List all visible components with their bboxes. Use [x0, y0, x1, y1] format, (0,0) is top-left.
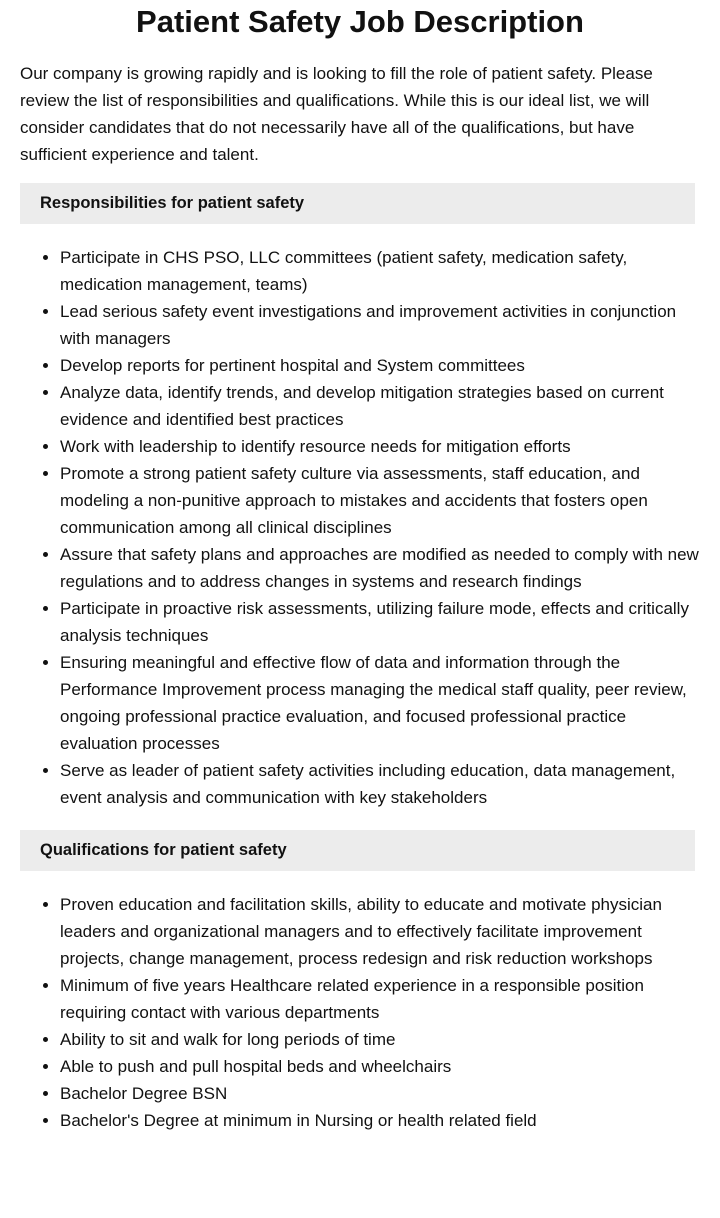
intro-paragraph: Our company is growing rapidly and is looking to fill the role of patient safety. Please review the list of responsibilities and qualifications. While this is our ideal list, we will consider candidates that do not necessarily have all of the qualifications, but have sufficient experience and talent.: [20, 64, 653, 164]
list-item: • Promote a strong patient safety culture via assessments, staff education, and modeling a non-punitive approach to mistakes and accidents that fosters open communication among all clinical disciplines: [60, 460, 700, 541]
list-item: • Ability to sit and walk for long periods of time: [60, 1026, 700, 1053]
qualifications-heading: Qualifications for patient safety: [20, 830, 695, 871]
list-item: • Assure that safety plans and approaches are modified as needed to comply with new regulations and to address changes in systems and research findings: [60, 541, 700, 595]
qualifications-list: [20, 891, 700, 1134]
list-item: • Bachelor Degree BSN: [60, 1080, 700, 1107]
page-title: Patient Safety Job Description: [136, 4, 584, 39]
list-item: • Proven education and facilitation skills, ability to educate and motivate physician leaders and organizational managers and to effectively facilitate improvement projects, change management, process redesign and risk reduction workshops: [60, 891, 700, 972]
list-item: • Ensuring meaningful and effective flow of data and information through the Performance Improvement process managing the medical staff quality, peer review, ongoing professional practice evaluation, and focused professional practice evaluation processes: [60, 649, 700, 757]
list-item: • Minimum of five years Healthcare related experience in a responsible position requiring contact with various departments: [60, 972, 700, 1026]
list-item: • Able to push and pull hospital beds and wheelchairs: [60, 1053, 700, 1080]
list-item: • Serve as leader of patient safety activities including education, data management, event analysis and communication with key stakeholders: [60, 757, 700, 811]
list-item: • Lead serious safety event investigations and improvement activities in conjunction with managers: [60, 298, 700, 352]
list-item: • Develop reports for pertinent hospital and System committees: [60, 352, 700, 379]
list-item: • Participate in proactive risk assessments, utilizing failure mode, effects and critically analysis techniques: [60, 595, 700, 649]
responsibilities-list: [20, 244, 700, 811]
list-item: • Participate in CHS PSO, LLC committees (patient safety, medication safety, medication management, teams): [60, 244, 700, 298]
list-item: • Work with leadership to identify resource needs for mitigation efforts: [60, 433, 700, 460]
list-item: • Analyze data, identify trends, and develop mitigation strategies based on current evidence and identified best practices: [60, 379, 700, 433]
list-item: • Bachelor's Degree at minimum in Nursing or health related field: [60, 1107, 700, 1134]
responsibilities-heading: Responsibilities for patient safety: [20, 183, 695, 224]
